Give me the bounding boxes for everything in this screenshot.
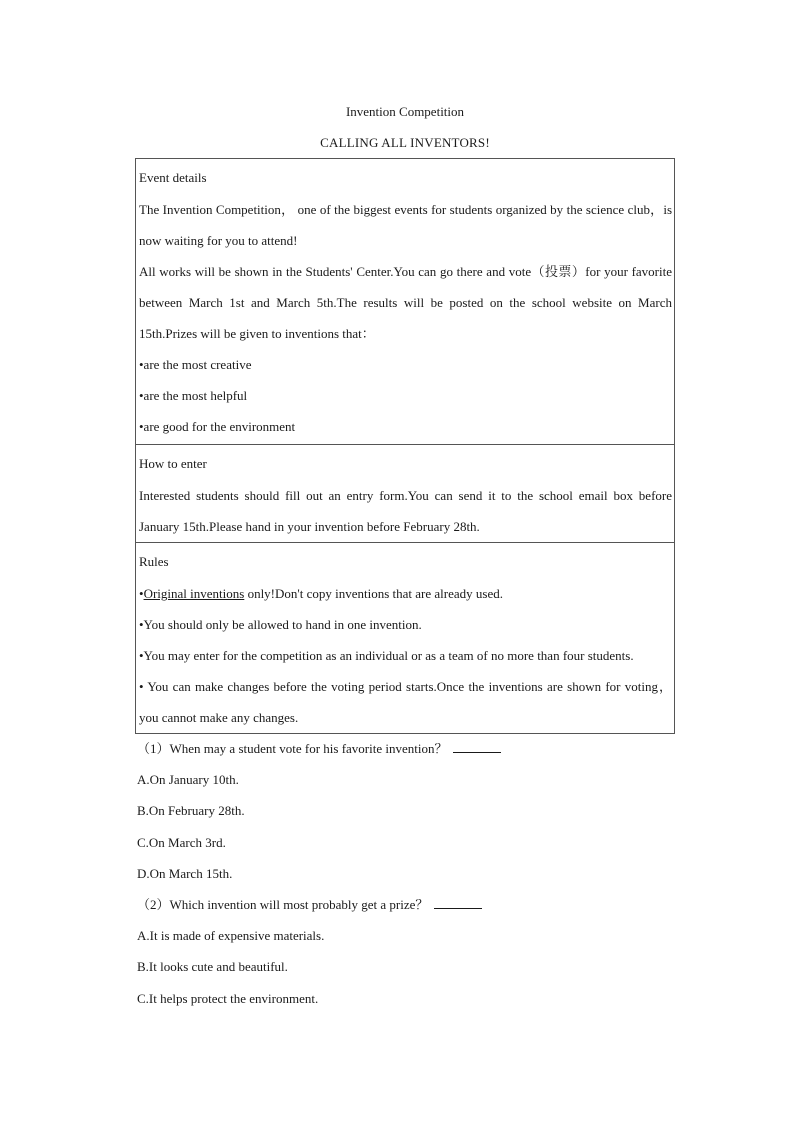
prize-criterion: •are the most helpful xyxy=(139,388,248,403)
event-details-paragraph-1: The Invention Competition， one of the biggest events for students organized by the science club，is now waiting for you to attend! xyxy=(139,202,672,248)
question-prompt: （2）Which invention will most probably get a prize？ xyxy=(137,889,697,920)
page-subtitle: CALLING ALL INVENTORS! xyxy=(320,135,490,150)
how-to-enter-heading: How to enter xyxy=(139,456,207,471)
rule-item: •You may enter for the competition as an individual or as a team of no more than four students. xyxy=(139,648,634,663)
how-to-enter-section xyxy=(136,445,674,543)
event-details-section xyxy=(136,159,674,445)
underlined-phrase: Original inventions xyxy=(143,586,245,601)
rules-section xyxy=(136,543,674,733)
event-details-heading: Event details xyxy=(139,170,207,185)
prize-criterion: •are good for the environment xyxy=(139,419,296,434)
page-title: Invention Competition xyxy=(345,104,465,119)
prize-criterion: •are the most creative xyxy=(139,357,252,372)
answer-option: B.It looks cute and beautiful. xyxy=(137,959,288,975)
rule-item: • You can make changes before the voting period starts.Once the inventions are shown for voting，you cannot make any changes. xyxy=(139,679,672,725)
notice-table xyxy=(135,158,675,734)
answer-option: C.It helps protect the environment. xyxy=(137,990,319,1006)
rule-item: •You should only be allowed to hand in one invention. xyxy=(139,617,422,632)
answer-option: A.It is made of expensive materials. xyxy=(137,928,325,944)
question-prompt: （1）When may a student vote for his favorite invention？ xyxy=(137,733,697,764)
rule-bullet: • xyxy=(139,586,144,601)
rule-item xyxy=(139,578,672,609)
answer-blank[interactable] xyxy=(434,896,482,909)
answer-option: D.On March 15th. xyxy=(137,865,233,881)
answer-blank[interactable] xyxy=(453,740,501,753)
answer-option: B.On February 28th. xyxy=(137,803,245,819)
answer-option: C.On March 3rd. xyxy=(137,834,226,850)
rules-heading: Rules xyxy=(139,554,169,569)
rule-text: only!Don't copy inventions that are already used. xyxy=(244,586,503,601)
how-to-enter-paragraph: Interested students should fill out an entry form.You can send it to the school email box before January 15th.Please hand in your invention before February 28th. xyxy=(139,488,672,534)
questions xyxy=(137,733,697,1014)
event-details-paragraph-2: All works will be shown in the Students' Center.You can go there and vote（投票）for your favorite between March 1st and March 5th.The results will be posted on the school website on March 15th.Prizes will be given to inventions that： xyxy=(139,264,672,341)
answer-option: A.On January 10th. xyxy=(137,772,239,788)
